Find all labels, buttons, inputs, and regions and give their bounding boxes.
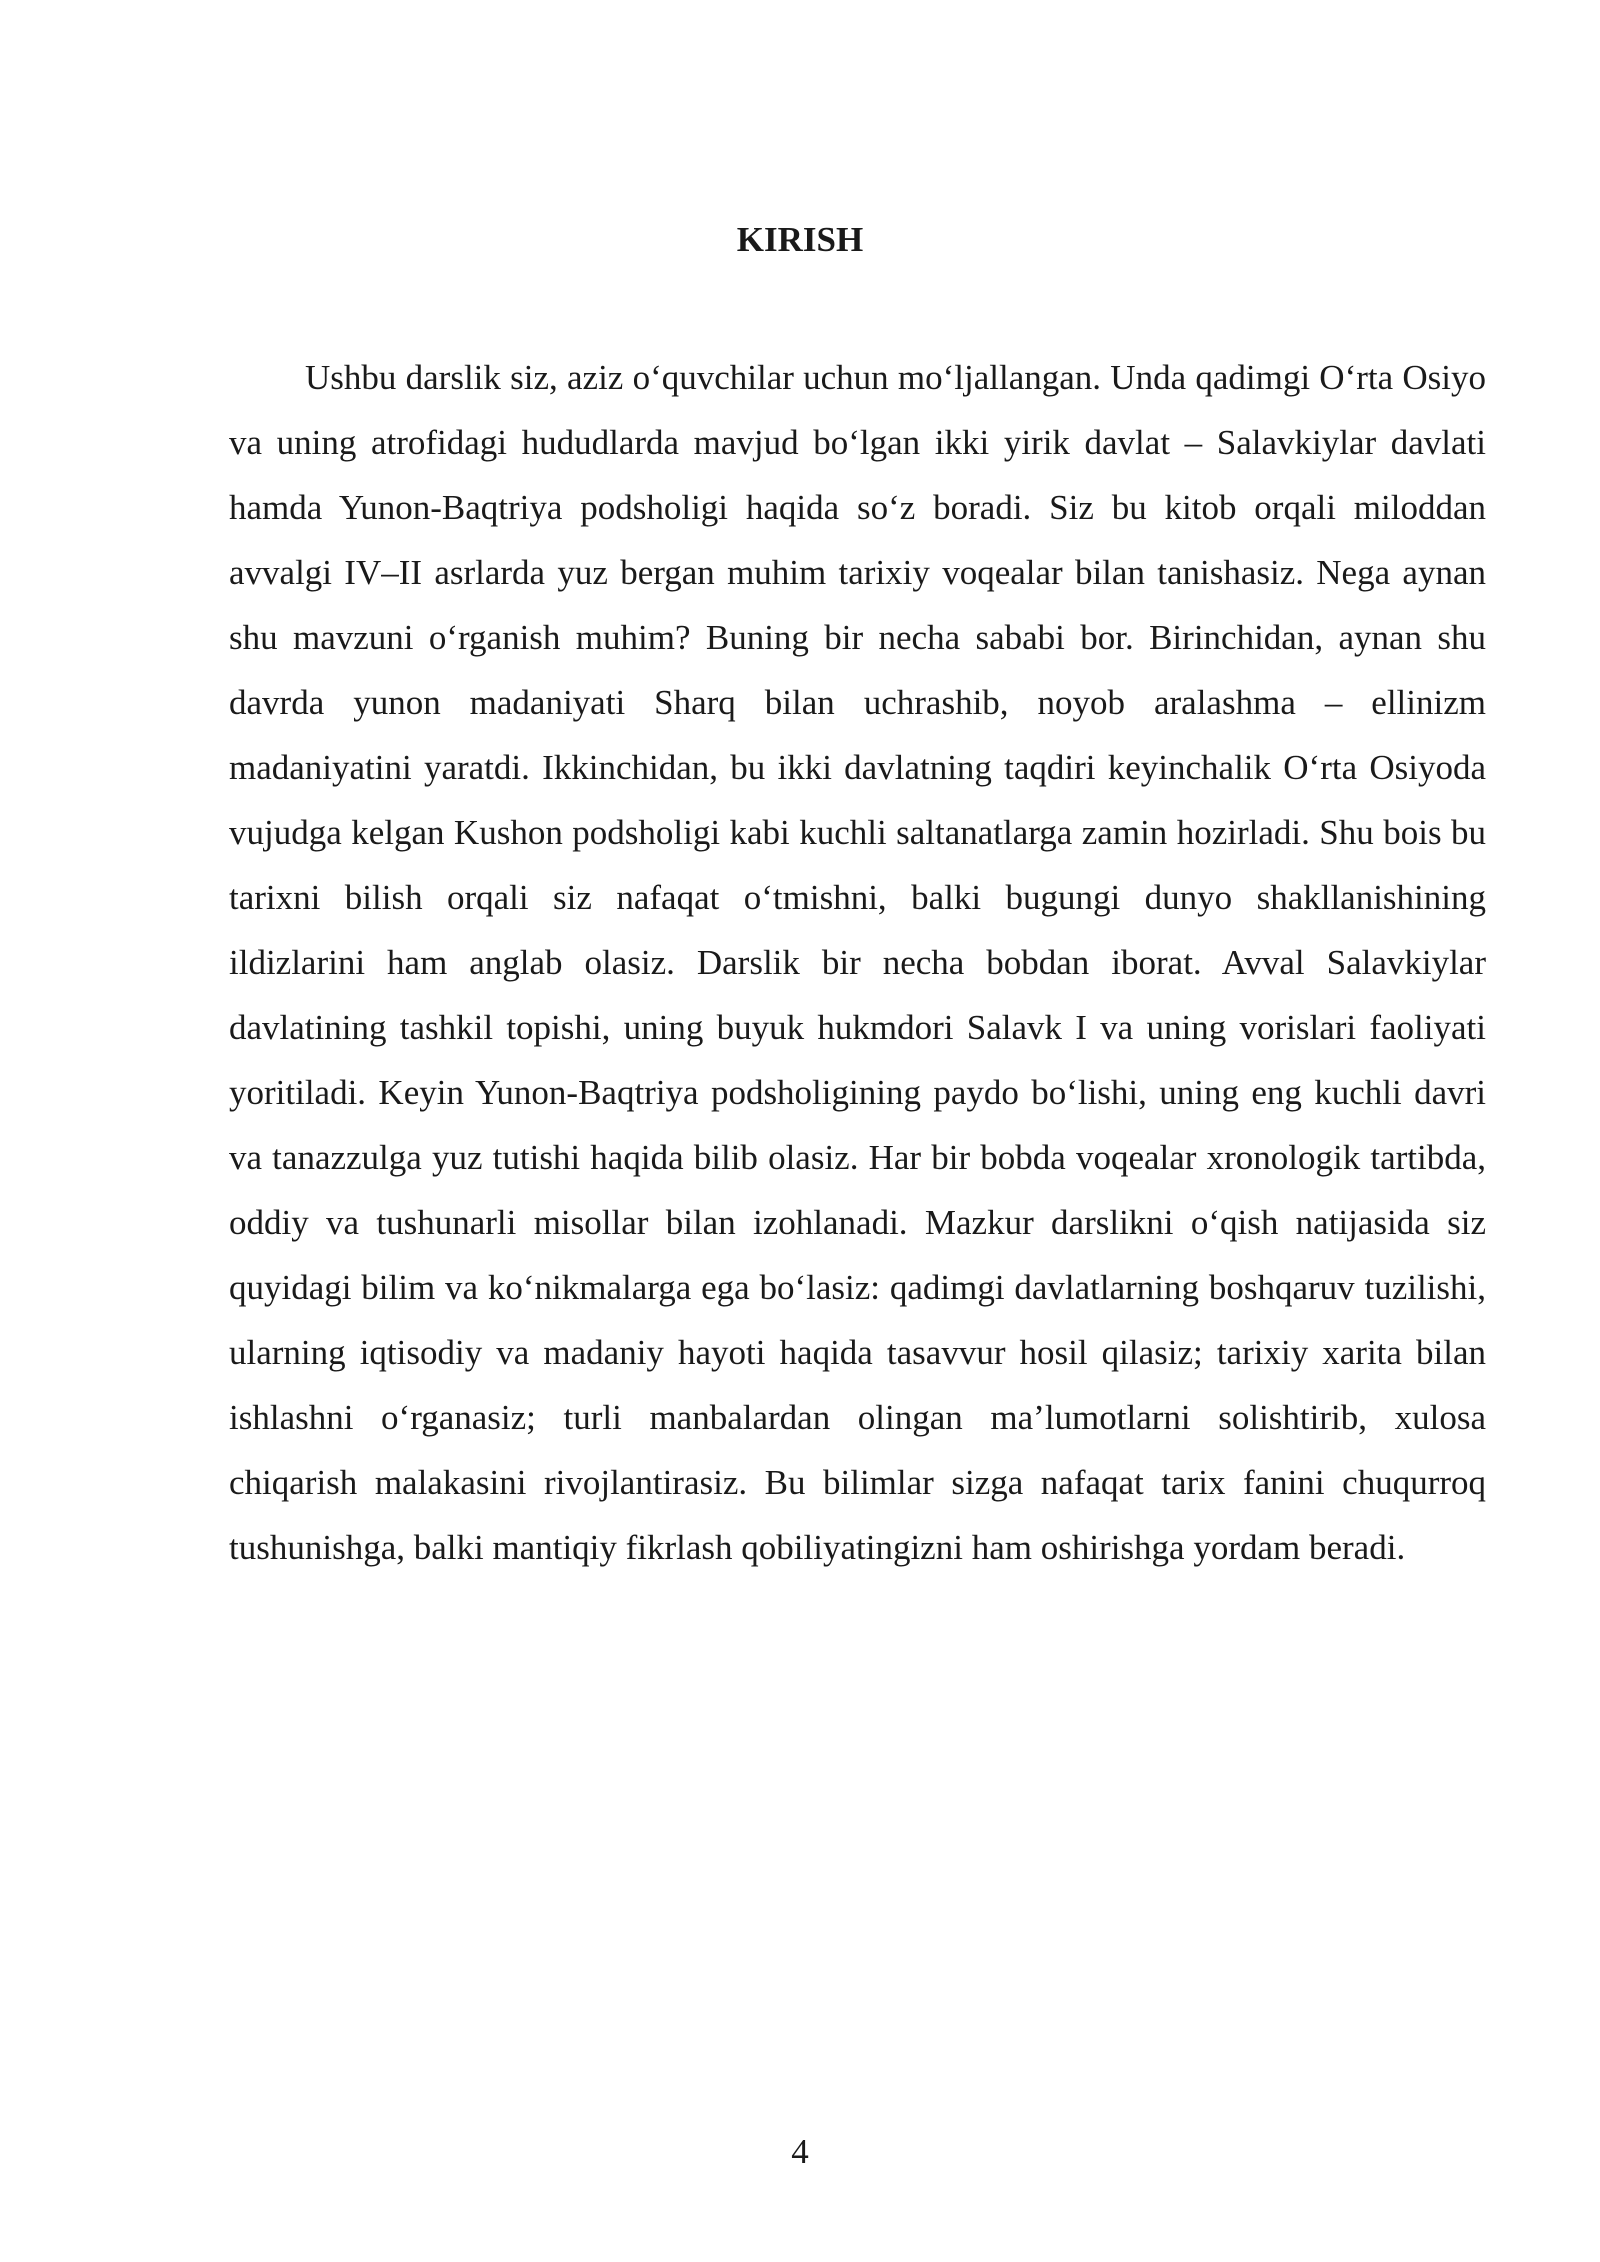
body-paragraph: Ushbu darslik siz, aziz o‘quvchilar uchun mo‘ljallangan. Unda qadimgi O‘rta Osiyo va uning atrofidagi hududlarda mavjud bo‘lgan ikki yirik davlat – Salavkiylar davlati hamda Yunon-Baqtriya podsholigi haqida so‘z boradi. Siz bu kitob orqali miloddan avvalgi IV–II asrlarda yuz bergan muhim tarixiy voqealar bilan tanishasiz. Nega aynan shu mavzuni o‘rganish muhim? Buning bir necha sababi bor. Birinchidan, aynan shu davrda yunon madaniyati Sharq bilan uchrashib, noyob aralashma – ellinizm madaniyatini yaratdi. Ikkinchidan, bu ikki davlatning taqdiri keyinchalik O‘rta Osiyoda vujudga kelgan Kushon podsholigi kabi kuchli saltanatlarga zamin hozirladi. Shu bois bu tarixni bilish orqali siz nafaqat o‘tmishni, balki bugungi dunyo shakllanishining ildizlarini ham anglab olasiz. Darslik bir necha bobdan iborat. Avval Salavkiylar davlatining tashkil topishi, uning buyuk hukmdori Salavk I va uning vorislari faoliyati yoritiladi. Keyin Yunon-Baqtriya podsholigining paydo bo‘lishi, uning eng kuchli davri va tanazzulga yuz tutishi haqida bilib olasiz. Har bir bobda voqealar xronologik tartibda, oddiy va tushunarli misollar bilan izohlanadi. Mazkur darslikni o‘qish natijasida siz quyidagi bilim va ko‘nikmalarga ega bo‘lasiz: qadimgi davlatlarning boshqaruv tuzilishi, ularning iqtisodiy va madaniy hayoti haqida tasavvur hosil qilasiz; tarixiy xarita bilan ishlashni o‘rganasiz; turli manbalardan olingan ma’lumotlarni solishtirib, xulosa chiqarish malakasini rivojlantirasiz. Bu bilimlar sizga nafaqat tarix fanini chuqurroq tushunishga, balki mantiqiy fikrlash qobiliyatingizni ham oshirishga yordam beradi. xyxy=(229,358,1486,1567)
page-title: KIRISH xyxy=(736,220,864,259)
page-number: 4 xyxy=(791,2132,809,2171)
